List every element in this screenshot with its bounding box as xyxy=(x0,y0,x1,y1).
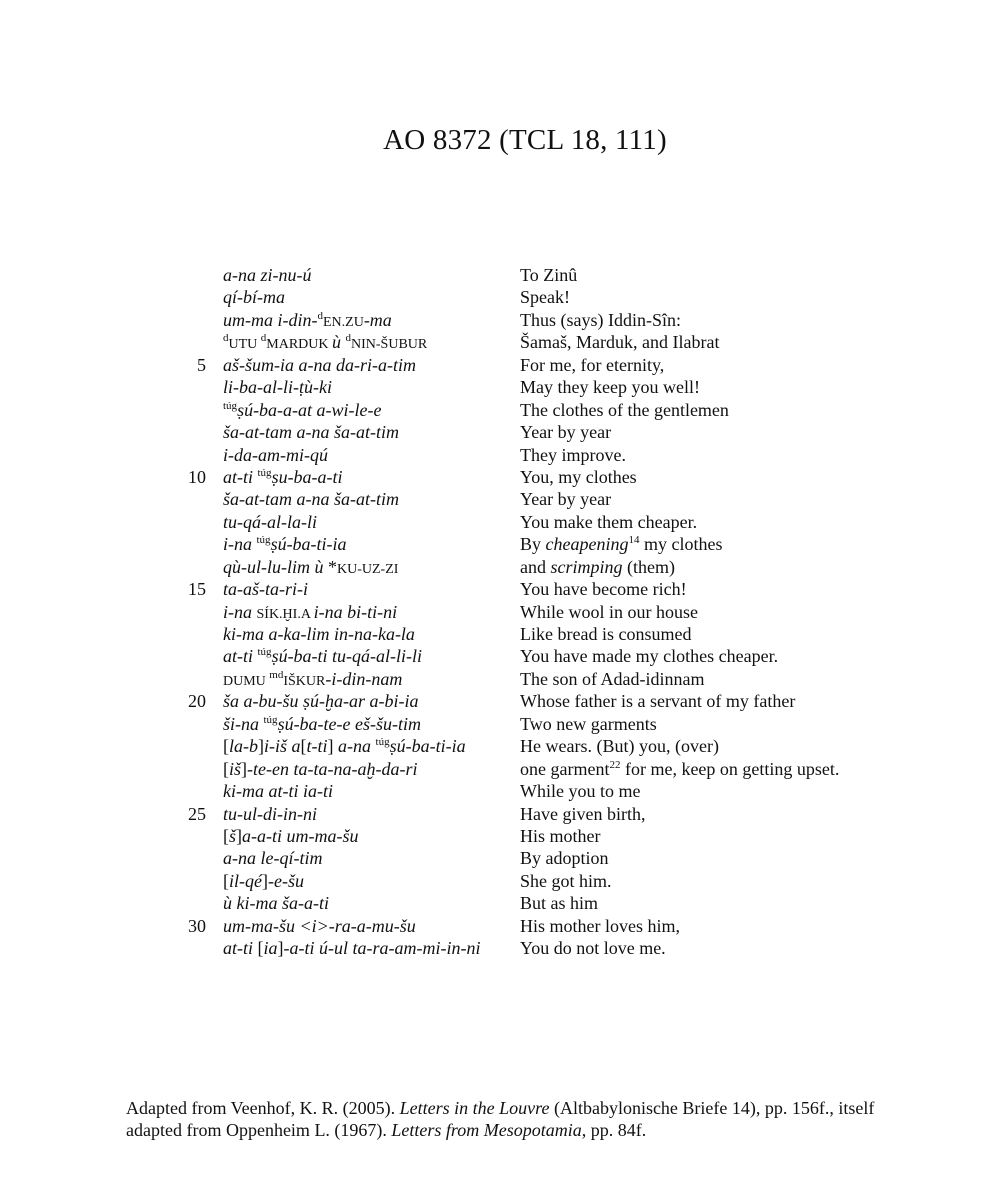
transliteration xyxy=(223,780,333,802)
translation xyxy=(520,735,719,757)
translation xyxy=(520,825,601,847)
transliteration-segment: aš-šum-ia a-na da-ri-a-tim xyxy=(223,354,416,375)
transliteration-segment: túg xyxy=(257,646,272,659)
transliteration-segment: li-ba-al-li-ṭù-ki xyxy=(223,377,332,398)
translation-segment: Whose father is a servant of my father xyxy=(520,691,796,712)
translation-segment: She got him. xyxy=(520,870,612,891)
translation xyxy=(520,466,637,488)
transliteration xyxy=(223,488,399,510)
transliteration-segment: d xyxy=(317,309,323,322)
translation xyxy=(520,376,700,398)
line-number: 15 xyxy=(188,579,206,600)
translation-segment: For me, for eternity, xyxy=(520,354,665,375)
transliteration xyxy=(223,758,417,780)
transliteration-segment: ta-aš-ta-ri-i xyxy=(223,579,308,600)
translation xyxy=(520,533,722,555)
translation xyxy=(520,556,675,578)
translation-segment: By xyxy=(520,534,546,555)
transliteration-segment: EN.ZU xyxy=(322,314,364,330)
transliteration-segment: ù ki-ma ša-a-ti xyxy=(223,893,329,914)
line-number: 5 xyxy=(197,354,206,375)
letter-line xyxy=(0,421,1000,443)
transliteration-segment: at-ti xyxy=(223,938,258,959)
transliteration xyxy=(223,892,329,914)
translation-segment: While wool in our house xyxy=(520,601,698,622)
letter-line xyxy=(0,645,1000,667)
transliteration-segment: ṣú-ba-ti-ia xyxy=(270,534,347,555)
translation xyxy=(520,309,681,331)
translation-segment: one garment xyxy=(520,758,610,779)
transliteration xyxy=(223,533,347,555)
letter-line xyxy=(0,601,1000,623)
translation-segment: 14 xyxy=(628,534,640,547)
transliteration-segment: ṣú-ba-ti tu-qá-al-li-li xyxy=(271,646,423,667)
translation-segment: The clothes of the gentlemen xyxy=(520,399,729,420)
translation-segment: To Zinû xyxy=(520,265,578,285)
translation-segment: cheapening xyxy=(545,534,629,555)
transliteration-segment: il-qé xyxy=(229,870,262,891)
transliteration-segment: ] xyxy=(277,938,284,959)
transliteration-segment: DUMU xyxy=(223,673,270,689)
transliteration-segment: qù-ul-lu-lim ù xyxy=(223,556,328,577)
transliteration-segment: š xyxy=(229,825,237,846)
transliteration-segment: -a-ti ú-ul ta-ra-am-mi-in-ni xyxy=(283,938,481,959)
translation xyxy=(520,780,640,802)
transliteration xyxy=(223,690,419,712)
transliteration-segment: a-na le-qí-tim xyxy=(223,848,323,869)
transliteration-segment: at-ti xyxy=(223,646,258,667)
transliteration-segment: ] xyxy=(258,736,264,757)
transliteration-segment: ] xyxy=(327,736,339,757)
translation-segment: You have become rich! xyxy=(520,579,687,600)
transliteration-segment: [ xyxy=(223,758,229,779)
letter-line xyxy=(0,870,1000,892)
letter-line xyxy=(0,466,1000,488)
transliteration xyxy=(223,286,285,308)
translation xyxy=(520,803,645,825)
letter-line xyxy=(0,488,1000,510)
translation xyxy=(520,399,729,421)
letter-line xyxy=(0,354,1000,376)
transliteration xyxy=(223,399,382,421)
translation xyxy=(520,264,577,286)
transliteration-segment: [ xyxy=(223,870,229,891)
translation-segment: They improve. xyxy=(520,444,626,465)
transliteration-segment: túg xyxy=(375,736,390,749)
letter-line xyxy=(0,376,1000,398)
transliteration-segment: [ xyxy=(300,736,307,757)
transliteration-segment: ia xyxy=(263,938,278,959)
citation-book-title: Letters from Mesopotamia xyxy=(391,1120,582,1140)
translation-segment: Like bread is consumed xyxy=(520,624,692,644)
translation-segment: You have made my clothes cheaper. xyxy=(520,646,779,667)
transliteration-segment: d xyxy=(223,332,229,345)
translation xyxy=(520,915,680,937)
transliteration-segment: túg xyxy=(263,713,278,726)
letter-line xyxy=(0,825,1000,847)
transliteration-segment: -e-šu xyxy=(268,870,304,891)
translation xyxy=(520,713,657,735)
transliteration-segment: ša a-bu-šu ṣú-ḫa-ar a-bi-ia xyxy=(223,691,419,712)
letter-line xyxy=(0,511,1000,533)
translation xyxy=(520,286,570,308)
letter-line xyxy=(0,286,1000,308)
citation-book-title: Letters in the Louvre xyxy=(399,1098,550,1118)
translation-segment: 22 xyxy=(609,758,621,771)
letter-line xyxy=(0,758,1000,780)
translation-segment: His mother loves him, xyxy=(520,915,680,936)
transliteration-segment: ki-ma a-ka-lim in-na-ka-la xyxy=(223,624,415,644)
translation xyxy=(520,758,839,780)
source-citation xyxy=(126,1097,886,1141)
transliteration-segment: -ma xyxy=(363,309,392,330)
translation-segment: and xyxy=(520,556,551,577)
letter-line xyxy=(0,668,1000,690)
transliteration-segment: ] xyxy=(241,758,248,779)
transliteration-segment: KU-UZ-ZI xyxy=(337,561,399,577)
translation xyxy=(520,937,666,959)
transliteration-segment: a-na xyxy=(338,736,376,757)
transliteration-segment: tu-qá-al-la-li xyxy=(223,511,317,532)
transliteration-segment: ša-at-tam a-na ša-at-tim xyxy=(223,422,399,443)
translation-segment: Two new garments xyxy=(520,713,657,734)
translation xyxy=(520,578,687,600)
transliteration-segment: ṣú-ba-a-at a-wi-le-e xyxy=(237,399,382,420)
transliteration-segment: [ xyxy=(223,736,229,757)
letter-line xyxy=(0,264,1000,286)
transliteration-segment: t-ti xyxy=(306,736,328,757)
letter-line xyxy=(0,533,1000,555)
transliteration xyxy=(223,735,466,757)
transliteration-segment: túg xyxy=(256,534,271,547)
page-title: AO 8372 (TCL 18, 111) xyxy=(383,124,667,156)
letter-line xyxy=(0,937,1000,959)
transliteration-segment: ù xyxy=(332,332,346,353)
transliteration-segment: tu-ul-di-in-ni xyxy=(223,803,317,824)
translation-segment: But as him xyxy=(520,893,599,914)
transliteration-segment: la-b xyxy=(229,736,258,757)
transliteration-segment: i-na bi-ti-ni xyxy=(313,601,398,622)
translation-segment: Year by year xyxy=(520,489,612,510)
transliteration-segment: md xyxy=(269,668,284,681)
transliteration-segment: -i-din-nam xyxy=(325,668,403,689)
citation-part: Adapted from Veenhof, K. R. (2005). xyxy=(126,1098,400,1118)
letter-line xyxy=(0,915,1000,937)
translation xyxy=(520,623,691,645)
translation-segment: You, my clothes xyxy=(520,466,637,487)
letter-line xyxy=(0,556,1000,578)
citation-part: (Altbabylonische Briefe 14), pp. 156f., itself adapted from Oppenheim L. (1967). xyxy=(126,1098,875,1140)
translation-segment: Šamaš, Marduk, and Ilabrat xyxy=(520,332,720,353)
transliteration-segment: d xyxy=(345,332,352,345)
translation xyxy=(520,668,704,690)
translation-segment: scrimping xyxy=(550,556,623,577)
transliteration xyxy=(223,376,332,398)
transliteration-segment: IŠKUR xyxy=(283,673,326,689)
translation xyxy=(520,511,697,533)
transliteration-segment: UTU xyxy=(228,337,261,353)
transliteration-segment: ṣú-ba-ti-ia xyxy=(389,736,466,757)
transliteration-segment: * xyxy=(328,556,337,577)
line-number: 30 xyxy=(188,915,206,936)
transliteration-segment: i-da-am-mi-qú xyxy=(223,444,328,465)
transliteration-segment: SÍK.ḪI.A xyxy=(256,606,314,622)
translation xyxy=(520,892,598,914)
transliteration xyxy=(223,803,317,825)
transliteration-segment: -te-en ta-ta-na-aḫ-da-ri xyxy=(247,758,418,779)
translation-segment: Year by year xyxy=(520,422,612,443)
transliteration-segment: túg xyxy=(223,399,238,412)
translation xyxy=(520,421,611,443)
transliteration xyxy=(223,421,399,443)
letter-line xyxy=(0,847,1000,869)
transliteration-segment: ṣú-ba-te-e eš-šu-tim xyxy=(277,713,422,734)
citation-part: , pp. 84f. xyxy=(581,1120,647,1140)
transliteration xyxy=(223,264,312,286)
translation-segment: Have given birth, xyxy=(520,803,646,824)
translation xyxy=(520,690,795,712)
letter-line xyxy=(0,780,1000,802)
transliteration-segment: um-ma i-din- xyxy=(223,309,318,330)
translation xyxy=(520,331,719,353)
translation xyxy=(520,354,664,376)
transliteration xyxy=(223,578,308,600)
transliteration-segment: [ xyxy=(257,938,264,959)
transliteration xyxy=(223,645,422,667)
translation xyxy=(520,444,626,466)
transliteration-segment: d xyxy=(260,332,267,345)
transliteration xyxy=(223,444,328,466)
letter-line xyxy=(0,444,1000,466)
translation-segment: He wears. (But) you, (over) xyxy=(520,736,719,757)
translation-segment: You do not love me. xyxy=(520,938,666,959)
transliteration-segment: NIN-ŠUBUR xyxy=(351,337,428,353)
transliteration xyxy=(223,511,317,533)
transliteration-segment: a-a-ti um-ma-šu xyxy=(242,825,359,846)
translation-segment: May they keep you well! xyxy=(520,377,700,398)
transliteration-segment: at-ti xyxy=(223,466,258,487)
letter-line xyxy=(0,399,1000,421)
transliteration-segment: túg xyxy=(257,466,272,479)
transliteration-segment: ] xyxy=(236,825,243,846)
transliteration xyxy=(223,354,416,376)
transliteration-segment: i-na xyxy=(223,534,257,555)
translation xyxy=(520,488,611,510)
translation-segment: my clothes xyxy=(639,534,723,555)
translation xyxy=(520,601,698,623)
translation-segment: (them) xyxy=(622,556,675,577)
letter-line xyxy=(0,735,1000,757)
transliteration-segment: ša-at-tam a-na ša-at-tim xyxy=(223,489,399,510)
translation-segment: His mother xyxy=(520,825,601,846)
translation-segment: The son of Adad-idinnam xyxy=(520,668,705,689)
translation-segment: for me, keep on getting upset. xyxy=(620,758,840,779)
transliteration xyxy=(223,825,359,847)
transliteration-segment: um-ma-šu <i>-ra-a-mu-šu xyxy=(223,915,416,936)
transliteration-segment: [ xyxy=(223,825,229,846)
transliteration-segment: ] xyxy=(262,870,268,891)
line-number: 20 xyxy=(188,691,206,712)
transliteration-segment: ṣu-ba-a-ti xyxy=(271,466,343,487)
transliteration xyxy=(223,847,322,869)
transliteration xyxy=(223,466,343,488)
translation-segment: Thus (says) Iddin-Sîn: xyxy=(520,309,681,330)
letter-line xyxy=(0,331,1000,353)
transliteration-segment: qí-bí-ma xyxy=(223,287,285,308)
translation-segment: Speak! xyxy=(520,287,570,308)
transliteration-segment: MARDUK xyxy=(266,337,333,353)
transliteration-segment: a-na zi-nu-ú xyxy=(223,265,312,285)
transliteration xyxy=(223,870,304,892)
translation-segment: By adoption xyxy=(520,848,609,869)
translation xyxy=(520,645,778,667)
letter-line xyxy=(0,713,1000,735)
letter-lines xyxy=(0,264,1000,960)
letter-line xyxy=(0,690,1000,712)
translation xyxy=(520,870,612,892)
transliteration-segment: ši-na xyxy=(223,713,264,734)
translation-segment: You make them cheaper. xyxy=(520,511,698,532)
transliteration xyxy=(223,623,415,645)
transliteration xyxy=(223,937,480,959)
line-number: 25 xyxy=(188,803,206,824)
letter-line xyxy=(0,309,1000,331)
letter-line xyxy=(0,623,1000,645)
letter-line xyxy=(0,803,1000,825)
line-number: 10 xyxy=(188,466,206,487)
transliteration xyxy=(223,915,416,937)
transliteration-segment: iš xyxy=(229,758,242,779)
transliteration-segment: i-iš a xyxy=(264,736,301,757)
transliteration-segment: i-na xyxy=(223,601,257,622)
transliteration xyxy=(223,713,421,735)
transliteration-segment: ki-ma at-ti ia-ti xyxy=(223,781,333,802)
translation xyxy=(520,847,609,869)
letter-line xyxy=(0,892,1000,914)
letter-line xyxy=(0,578,1000,600)
translation-segment: While you to me xyxy=(520,781,641,802)
